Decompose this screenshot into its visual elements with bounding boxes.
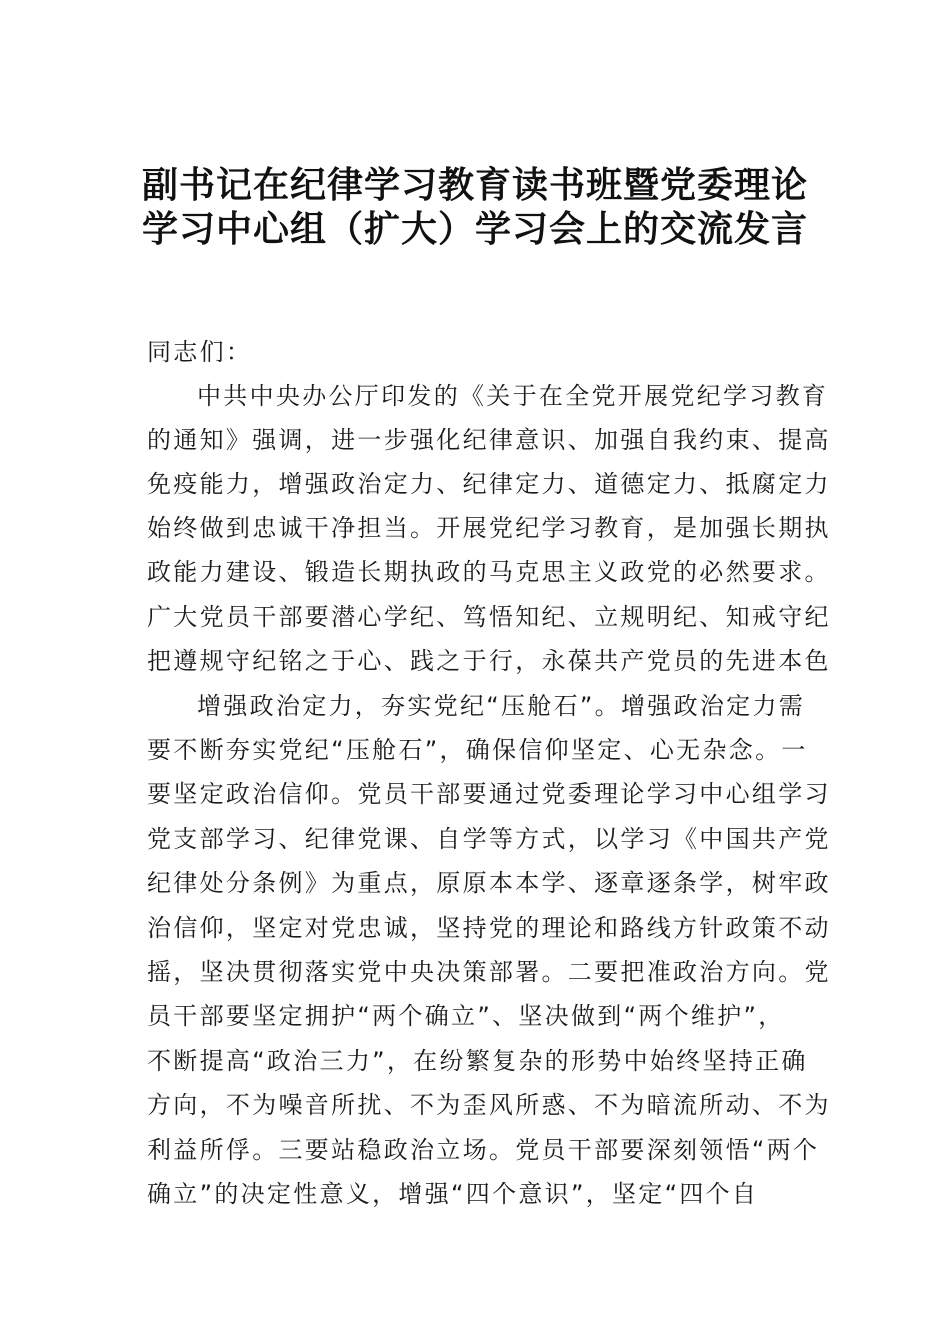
- paragraph-2-line-7: 摇，坚决贯彻落实党中央决策部署。二要把准政治方向。党: [147, 958, 831, 986]
- paragraph-2-line-8: 员干部要坚定拥护“两个确立”、坚决做到“两个维护”，: [147, 1002, 785, 1030]
- paragraph-2-line-5: 纪律处分条例》为重点，原原本本学、逐章逐条学，树牢政: [147, 869, 831, 897]
- paragraph-1-line-6: 广大党员干部要潜心学纪、笃悟知纪、立规明纪、知戒守纪: [147, 603, 831, 631]
- paragraph-1-line-7: 把遵规守纪铭之于心、践之于行，永葆共产党员的先进本色: [147, 647, 831, 675]
- paragraph-2-line-2: 要不断夯实党纪“压舱石”，确保信仰坚定、心无杂念。一: [147, 736, 808, 764]
- paragraph-1-line-1: 中共中央办公厅印发的《关于在全党开展党纪学习教育: [197, 382, 829, 410]
- paragraph-2-line-4: 党支部学习、纪律党课、自学等方式，以学习《中国共产党: [147, 825, 831, 853]
- paragraph-2-line-3: 要坚定政治信仰。党员干部要通过党委理论学习中心组学习: [147, 780, 831, 808]
- paragraph-2-line-6: 治信仰，坚定对党忠诚，坚持党的理论和路线方针政策不动: [147, 914, 831, 942]
- paragraph-2-line-11: 利益所俘。三要站稳政治立场。党员干部要深刻领悟“两个: [147, 1136, 820, 1164]
- paragraph-1-line-3: 免疫能力，增强政治定力、纪律定力、道德定力、抵腐定力: [147, 470, 831, 498]
- paragraph-1-line-2: 的通知》强调，进一步强化纪律意识、加强自我约束、提高: [147, 426, 831, 454]
- paragraph-2-line-10: 方向，不为噪音所扰、不为歪风所惑、不为暗流所动、不为: [147, 1091, 831, 1119]
- paragraph-2-line-9: 不断提高“政治三力”，在纷繁复杂的形势中始终坚持正确: [147, 1047, 808, 1075]
- paragraph-1-line-4: 始终做到忠诚干净担当。开展党纪学习教育，是加强长期执: [147, 514, 831, 542]
- greeting: 同志们：: [147, 338, 253, 366]
- paragraph-1-line-5: 政能力建设、锻造长期执政的马克思主义政党的必然要求。: [147, 558, 831, 586]
- document-title-line-2: 学习中心组（扩大）学习会上的交流发言: [141, 208, 808, 250]
- paragraph-2-line-12: 确立”的决定性意义，增强“四个意识”，坚定“四个自: [147, 1180, 759, 1208]
- paragraph-2-line-1: 增强政治定力，夯实党纪“压舱石”。增强政治定力需: [197, 692, 806, 720]
- document-title-line-1: 副书记在纪律学习教育读书班暨党委理论: [141, 164, 808, 206]
